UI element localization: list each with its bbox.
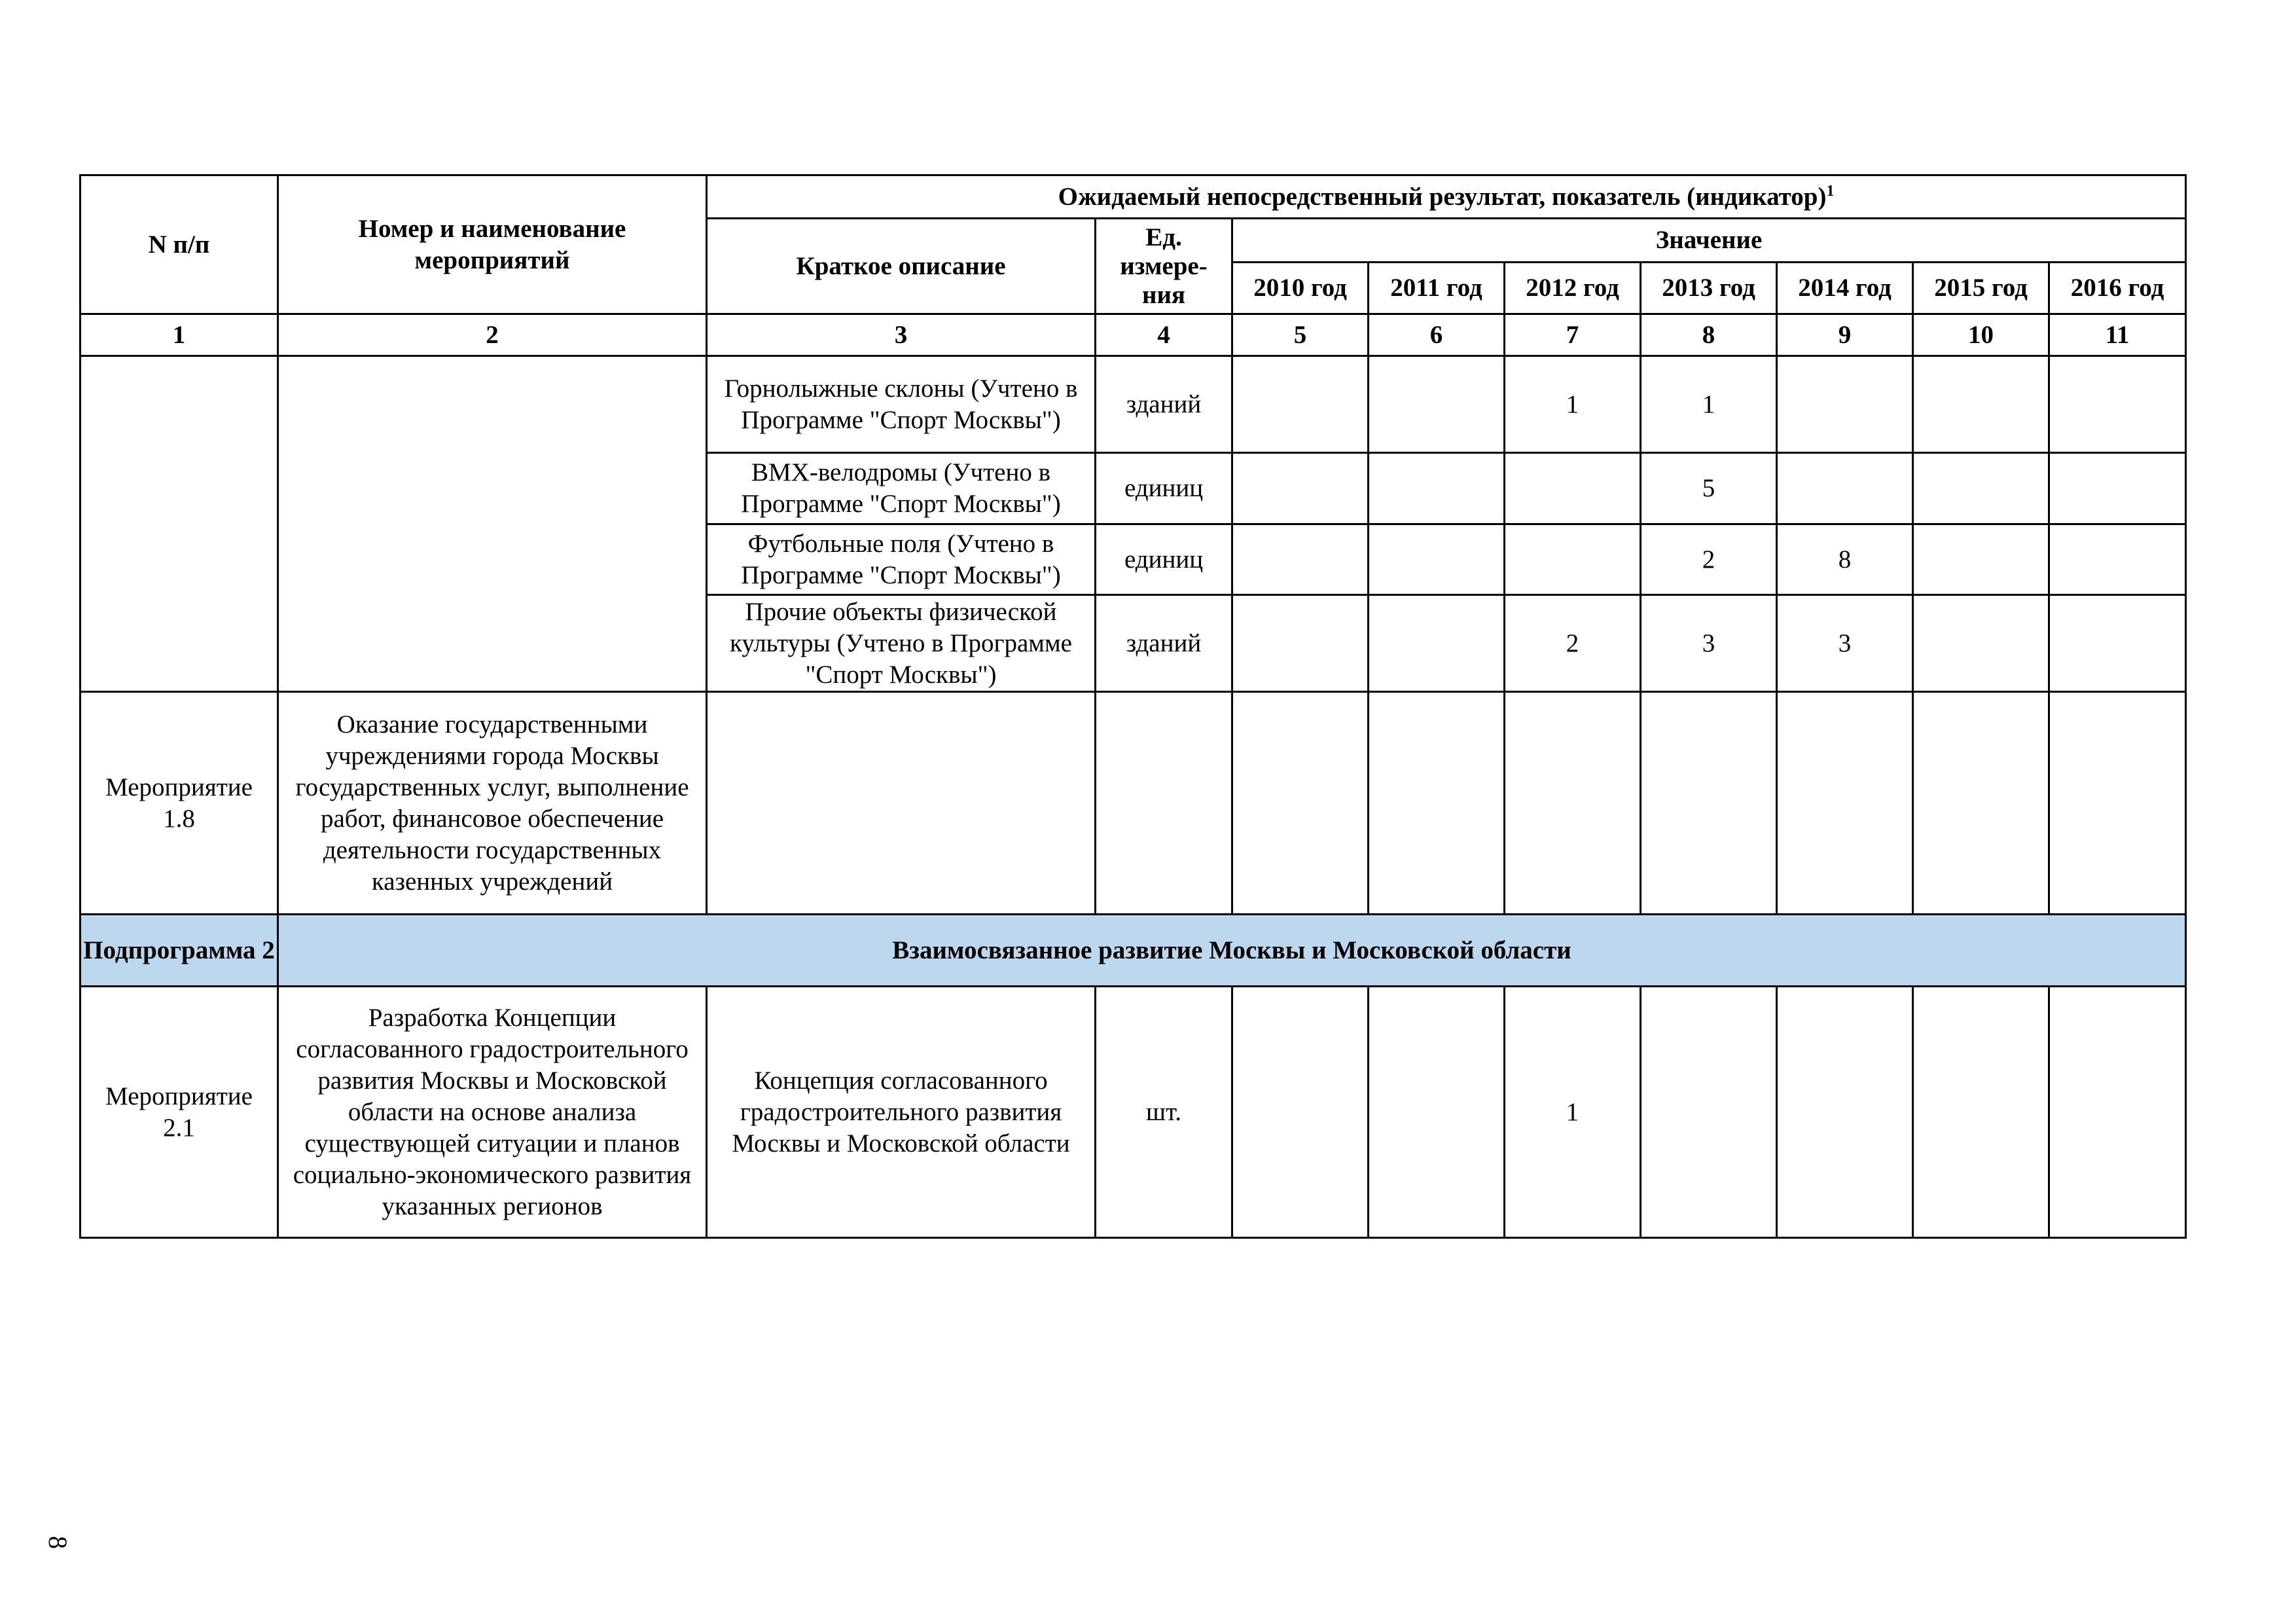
activity-name-cell: [278, 356, 707, 692]
subprogram-row: [81, 915, 2186, 987]
value-cell: [1777, 453, 1913, 524]
activity-name-cell: Разработка Концепции согласованного градостроительного развития Москвы и Московской области на основе анализа существующей ситуации и планов социально-экономического развития указанных регионов: [278, 987, 707, 1238]
description-cell: Футбольные поля (Учтено в Программе "Спорт Москвы"): [707, 524, 1096, 595]
value-cell: [1232, 453, 1369, 524]
value-cell: [1232, 524, 1369, 595]
value-cell: 1: [1641, 356, 1777, 453]
column-number: 10: [1913, 314, 2049, 356]
value-cell: [1232, 356, 1369, 453]
column-number: 5: [1232, 314, 1369, 356]
header-year: 2013 год: [1641, 263, 1777, 314]
column-number: 7: [1505, 314, 1641, 356]
value-cell: [1369, 453, 1505, 524]
value-cell: [1232, 987, 1369, 1238]
row-number-cell: [81, 356, 278, 692]
header-year: 2015 год: [1913, 263, 2049, 314]
column-number: 8: [1641, 314, 1777, 356]
description-cell: Концепция согласованного градостроительного развития Москвы и Московской области: [707, 987, 1096, 1238]
value-cell: 2: [1641, 524, 1777, 595]
description-cell: Горнолыжные склоны (Учтено в Программе "Спорт Москвы"): [707, 356, 1096, 453]
value-cell: 1: [1505, 987, 1641, 1238]
value-cell: [1913, 453, 2049, 524]
table-row: [81, 987, 2186, 1238]
value-cell: [1369, 987, 1505, 1238]
value-cell: [1369, 692, 1505, 915]
unit-cell: единиц: [1096, 524, 1232, 595]
description-cell: [707, 692, 1096, 915]
value-cell: [1913, 356, 2049, 453]
header-unit: Ед. измере-ния: [1096, 219, 1232, 314]
value-cell: [1369, 356, 1505, 453]
value-cell: [1777, 356, 1913, 453]
unit-cell: зданий: [1096, 356, 1232, 453]
unit-cell: шт.: [1096, 987, 1232, 1238]
header-description: Краткое описание: [707, 219, 1096, 314]
column-number: 9: [1777, 314, 1913, 356]
value-cell: [2049, 356, 2186, 453]
value-cell: [1641, 692, 1777, 915]
column-number-row: [81, 314, 2186, 356]
indicator-table: [79, 174, 2187, 1239]
value-cell: [1913, 524, 2049, 595]
value-cell: [1232, 692, 1369, 915]
value-cell: 2: [1505, 595, 1641, 692]
footnote-mark: 1: [1826, 182, 1835, 200]
header-year: 2014 год: [1777, 263, 1913, 314]
value-cell: [1505, 453, 1641, 524]
column-number: 1: [81, 314, 278, 356]
header-year: 2011 год: [1369, 263, 1505, 314]
value-cell: [1369, 595, 1505, 692]
description-cell: ВМХ-велодромы (Учтено в Программе "Спорт Москвы"): [707, 453, 1096, 524]
page-number: 8: [43, 1536, 73, 1549]
header-year: 2012 год: [1505, 263, 1641, 314]
header-number: N п/п: [81, 175, 278, 314]
value-cell: 5: [1641, 453, 1777, 524]
subprogram-title: Взаимосвязанное развитие Москвы и Московской области: [278, 915, 2186, 987]
value-cell: [1913, 595, 2049, 692]
value-cell: [1369, 524, 1505, 595]
value-cell: 8: [1777, 524, 1913, 595]
column-number: 2: [278, 314, 707, 356]
value-cell: [1232, 595, 1369, 692]
value-cell: [1913, 692, 2049, 915]
row-number-cell: Мероприятие 1.8: [81, 692, 278, 915]
header-expected-result-text: Ожидаемый непосредственный результат, показатель (индикатор): [1058, 182, 1827, 211]
unit-cell: единиц: [1096, 453, 1232, 524]
value-cell: [1777, 692, 1913, 915]
activity-name-cell: Оказание государственными учреждениями города Москвы государственных услуг, выполнение работ, финансовое обеспечение деятельности государственных казенных учреждений: [278, 692, 707, 915]
value-cell: [1913, 987, 2049, 1238]
header-value: Значение: [1232, 219, 2186, 263]
column-number: 6: [1369, 314, 1505, 356]
unit-cell: [1096, 692, 1232, 915]
header-year: 2016 год: [2049, 263, 2186, 314]
value-cell: [2049, 987, 2186, 1238]
description-cell: Прочие объекты физической культуры (Учтено в Программе "Спорт Москвы"): [707, 595, 1096, 692]
value-cell: [2049, 692, 2186, 915]
value-cell: [1505, 692, 1641, 915]
value-cell: [1505, 524, 1641, 595]
unit-cell: зданий: [1096, 595, 1232, 692]
value-cell: [2049, 453, 2186, 524]
value-cell: 3: [1777, 595, 1913, 692]
value-cell: [1641, 987, 1777, 1238]
subprogram-label: Подпрограмма 2: [81, 915, 278, 987]
column-number: 4: [1096, 314, 1232, 356]
table-row: [81, 356, 2186, 453]
value-cell: [1777, 987, 1913, 1238]
value-cell: [2049, 524, 2186, 595]
row-number-cell: Мероприятие 2.1: [81, 987, 278, 1238]
column-number: 11: [2049, 314, 2186, 356]
column-number: 3: [707, 314, 1096, 356]
table-row: [81, 692, 2186, 915]
value-cell: 3: [1641, 595, 1777, 692]
value-cell: [2049, 595, 2186, 692]
header-year: 2010 год: [1232, 263, 1369, 314]
value-cell: 1: [1505, 356, 1641, 453]
header-activity-name: Номер и наименование мероприятий: [278, 175, 707, 314]
header-expected-result: [707, 175, 2186, 219]
